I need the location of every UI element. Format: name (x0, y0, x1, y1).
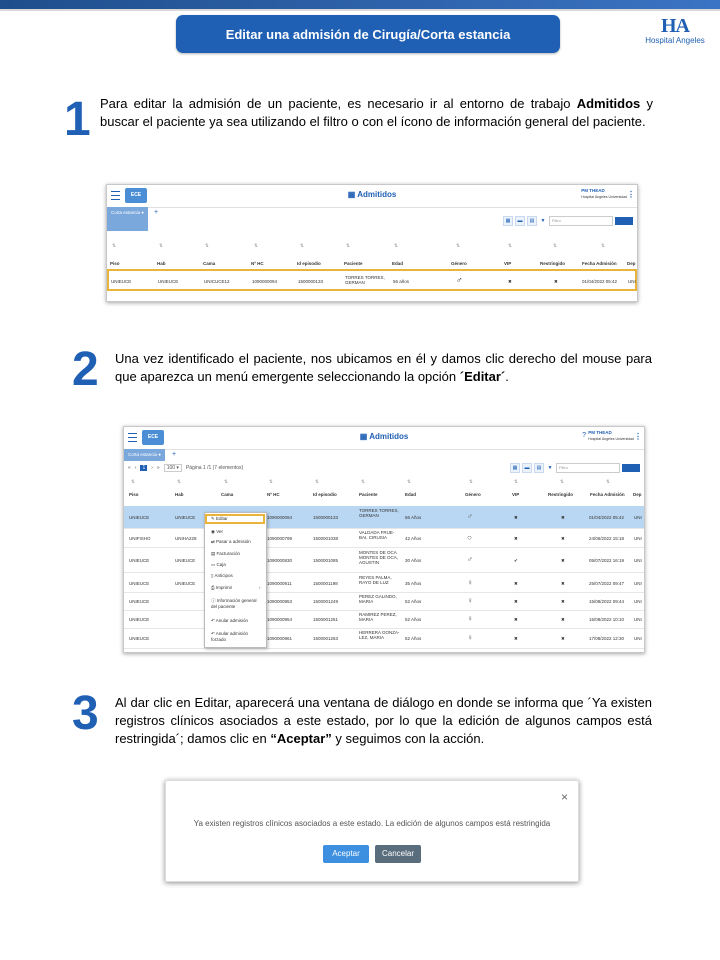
cell-edad: 52 Años (405, 599, 422, 604)
cell-dep: UNI (628, 279, 636, 284)
cell-fecha: 01/04/2022 05:42 (582, 279, 618, 284)
next-page-icon[interactable]: › (151, 465, 153, 471)
step-3-text-bold: “Aceptar” (270, 731, 332, 746)
more-options-icon[interactable]: ⋮ (627, 190, 635, 199)
cell-piso: UNIEUCE (129, 599, 150, 604)
col-episodio[interactable]: Id episodio (297, 261, 321, 266)
cell-paciente: PEREZ GALINDO, MARIA (359, 594, 397, 604)
context-menu-label: Caja (216, 562, 226, 567)
sort-icon[interactable]: ⇅ (407, 479, 411, 484)
cell-piso: UNIEUCE (129, 558, 150, 563)
context-menu-item[interactable] (211, 585, 259, 590)
restriction-dialog (165, 780, 579, 882)
more-options-icon[interactable]: ⋮ (634, 432, 642, 441)
table-row[interactable] (124, 610, 644, 629)
sort-icon[interactable]: ⇅ (112, 243, 116, 248)
cell-episodio: 1500000133 (313, 515, 339, 520)
col-hc[interactable]: Nº HC (267, 492, 280, 497)
cell-edad: 52 Años (405, 617, 422, 622)
context-menu-label: Anular admisión (215, 618, 249, 623)
search-button[interactable] (622, 464, 640, 472)
context-menu-item[interactable] (211, 618, 259, 624)
gender-icon: ♀ (467, 596, 473, 605)
context-menu-label: Información general del paciente (211, 598, 257, 609)
page-size-select[interactable]: 100 ▾ (164, 464, 182, 472)
sort-icon[interactable]: ⇅ (560, 479, 564, 484)
cell-paciente: HERRERA GONZA-LEZ, MARIA (359, 630, 400, 640)
step-3-text (115, 694, 652, 748)
cell-fecha: 01/04/2022 05:42 (589, 515, 625, 520)
context-menu-label: Ver (216, 529, 223, 534)
add-tab-icon[interactable]: + (154, 209, 159, 216)
cancel-button[interactable]: Cancelar (375, 845, 421, 863)
cell-edad: 42 Años (405, 536, 422, 541)
step-1-text-a: Para editar la admisión de un paciente, es necesario ir al entorno de trabajo (100, 96, 577, 111)
cell-edad: 56 años (393, 279, 410, 284)
col-dep[interactable]: Dep (627, 261, 636, 266)
cell-episodio: 1500001249 (313, 599, 339, 604)
app-header (124, 427, 644, 450)
cell-fecha: 17/08/2022 12:30 (589, 636, 625, 641)
toolbar (503, 216, 633, 226)
sort-icon[interactable]: ⇅ (606, 479, 610, 484)
cell-piso: UNIEUCE (129, 581, 150, 586)
cell-hab: UNIEUCE (175, 558, 196, 563)
gender-icon: ♀ (467, 578, 473, 587)
cell-edad: 35 Años (405, 581, 422, 586)
cell-hc: 1090000799 (267, 536, 293, 541)
col-restringido[interactable]: Restringido (548, 492, 574, 497)
screenshot-admitidos-2 (123, 426, 645, 653)
view-icon: ◉ (211, 529, 217, 534)
prev-page-icon[interactable]: ‹ (134, 465, 137, 471)
table-row[interactable] (124, 506, 644, 529)
context-menu-label: Anticipos (214, 573, 233, 578)
cell-fecha: 25/07/2022 09:47 (589, 581, 625, 586)
cell-restringido: ✖ (561, 636, 565, 641)
sort-icon[interactable]: ⇅ (601, 243, 605, 248)
context-menu-label: Editar (216, 516, 228, 521)
user-name: PM THEAD (588, 430, 612, 435)
cell-dep: UNI (634, 515, 642, 520)
tab-corta-estancia[interactable]: Corta estancia ● (124, 449, 165, 461)
close-icon[interactable]: × (560, 790, 568, 804)
cell-hc: 1090000094 (252, 279, 278, 284)
user-hospital: Hospital Ángeles Universidad (588, 437, 634, 441)
document-icon[interactable]: ▤ (534, 463, 544, 473)
context-menu-item[interactable] (211, 551, 259, 557)
context-menu-item[interactable] (211, 562, 259, 568)
step-1-text (100, 95, 653, 131)
cell-hab: UNIEUCE (158, 279, 179, 284)
cell-hab: UNIHA228 (175, 536, 197, 541)
col-fecha[interactable]: Fecha Admisión (582, 261, 617, 266)
tab-label: Corta estancia (128, 452, 158, 457)
cell-vip: ✖ (514, 515, 518, 520)
cell-episodio: 1500001038 (313, 536, 339, 541)
cell-piso: UNIEUCE (111, 279, 132, 284)
gender-icon: ♀ (467, 633, 473, 642)
sort-icon[interactable]: ⇅ (205, 243, 209, 248)
context-menu (204, 512, 267, 648)
cell-cama: UNICUCE12 (204, 279, 230, 284)
cell-paciente: MONTES DE OCA MONTES DE OCA, AGUSTIN (359, 550, 399, 565)
col-genero[interactable]: Género (465, 492, 481, 497)
grid-icon[interactable]: ▦ (503, 216, 513, 226)
step-1-text-b: y buscar el paciente ya sea utilizando el filtro o con el ícono de información general del paciente. (100, 96, 653, 129)
gender-icon: ♂ (456, 275, 463, 285)
cell-edad: 30 Años (405, 558, 422, 563)
undo-icon: ↶ (211, 618, 216, 623)
cell-episodio: 1500000133 (298, 279, 324, 284)
screenshot-admitidos-1 (106, 184, 638, 302)
user-info (588, 430, 634, 442)
app-title-label: Admitidos (369, 432, 409, 441)
cell-piso: UNIEUCE (129, 617, 150, 622)
sort-icon[interactable]: ⇅ (131, 479, 135, 484)
help-icon[interactable]: ? (582, 432, 586, 439)
cell-edad: 56 Años (405, 515, 422, 520)
app-title: ▦ Admitidos (347, 190, 397, 199)
context-menu-item[interactable] (211, 631, 259, 642)
col-fecha[interactable]: Fecha Admisión (590, 492, 625, 497)
sort-icon[interactable]: ⇅ (394, 243, 398, 248)
cell-fecha: 24/06/2022 15:18 (589, 536, 625, 541)
first-page-icon[interactable]: « (128, 465, 131, 471)
col-hab[interactable]: Hab (175, 492, 184, 497)
cell-hc: 1090000954 (267, 617, 293, 622)
step-3-text-a: Al dar clic en Editar, aparecerá una ventana de diálogo en donde se informa que ´Ya existen registros clínicos asociados a este estado, por lo que la edición de algunos campos está restringida´; damos clic en (115, 695, 652, 746)
cell-restringido: ✖ (561, 515, 565, 520)
table-row[interactable] (107, 269, 637, 291)
dialog-message: Ya existen registros clínicos asociados a este estado. La edición de algunos campos está restringida (193, 819, 551, 828)
cell-dep: UNI (634, 636, 642, 641)
context-menu-label: Facturación (216, 551, 241, 556)
sort-icon[interactable]: ⇅ (361, 479, 365, 484)
col-cama[interactable]: Cama (203, 261, 216, 266)
cell-piso: UNIEUCE (129, 515, 150, 520)
sort-icon[interactable]: ⇅ (508, 243, 512, 248)
pager-text: Página 1 /1 (7 elementos) (185, 465, 244, 471)
col-paciente[interactable]: Paciente (359, 492, 378, 497)
cell-restringido: ✖ (561, 581, 565, 586)
cell-vip: ✖ (514, 617, 518, 622)
cell-restringido: ✖ (561, 558, 565, 563)
user-info (581, 188, 627, 200)
gender-icon: ○ (467, 533, 472, 542)
folder-icon[interactable]: ▬ (522, 463, 532, 473)
col-restringido[interactable]: Restringido (540, 261, 566, 266)
gender-icon: ♂ (467, 555, 473, 564)
tab-strip (124, 449, 644, 461)
cell-restringido: ✖ (561, 536, 565, 541)
table-row[interactable] (124, 628, 644, 649)
cell-restringido: ✖ (561, 617, 565, 622)
col-vip[interactable]: VIP (504, 261, 512, 266)
cell-paciente: VALDADA FRUE-BAI, CIRUSIA (359, 530, 395, 540)
cell-dep: UNI (634, 599, 642, 604)
cell-vip: ✖ (514, 636, 518, 641)
app-logo: ECE (142, 430, 164, 445)
col-hc[interactable]: Nº HC (251, 261, 264, 266)
step-1-text-bold: Admitidos (576, 96, 641, 111)
cell-episodio: 1500001085 (313, 558, 339, 563)
context-menu-item[interactable] (211, 598, 259, 609)
search-button[interactable] (615, 217, 633, 225)
cell-vip: ✖ (514, 581, 518, 586)
info-icon: ⓘ (211, 598, 217, 603)
cell-paciente: TORRES TORRES, GERMAN (359, 508, 399, 518)
step-2-text-b: . (505, 369, 509, 384)
cell-dep: UNI (634, 581, 642, 586)
logo-mark: HA (661, 15, 689, 37)
toolbar (510, 463, 640, 473)
col-vip[interactable]: VIP (512, 492, 520, 497)
cell-hc: 1090000094 (267, 515, 293, 520)
app-title-label: Admitidos (357, 190, 397, 199)
sort-icon[interactable]: ⇅ (177, 479, 181, 484)
filter-icon[interactable]: ▼ (547, 465, 553, 471)
app-header (107, 185, 637, 208)
current-page[interactable]: 1 (142, 465, 146, 471)
undo-icon: ↶ (211, 631, 216, 636)
context-menu-label: Imprimir (215, 585, 233, 590)
advance-icon: ▯ (211, 573, 215, 578)
cell-hab: UNIEUCE (175, 515, 196, 520)
document-icon[interactable]: ▤ (527, 216, 537, 226)
cell-piso: UNIFISHO (129, 536, 151, 541)
folder-icon[interactable]: ▬ (515, 216, 525, 226)
step-2-text (115, 350, 652, 386)
app-logo: ECE (125, 188, 147, 203)
col-paciente[interactable]: Paciente (344, 261, 363, 266)
cell-hc: 1090000961 (267, 636, 293, 641)
page-title: Editar una admisión de Cirugía/Corta estancia (176, 15, 560, 53)
cell-hc: 1090000953 (267, 599, 293, 604)
search-input[interactable]: Filtro (549, 216, 613, 226)
cell-piso: UNIEUCE (129, 636, 150, 641)
grid-icon[interactable]: ▦ (510, 463, 520, 473)
accept-button[interactable]: Aceptar (323, 845, 369, 863)
cell-paciente: TORRES TORRES, GERMAN (345, 275, 385, 285)
step-3-text-b: y seguimos con la acción. (331, 731, 485, 746)
add-tab-icon[interactable]: + (172, 451, 177, 458)
logo-text: Hospital Angeles (645, 36, 705, 45)
cell-hc: 1090000830 (267, 558, 293, 563)
table-row[interactable] (124, 548, 644, 573)
print-icon: ⎙ (211, 585, 216, 590)
sort-icon[interactable]: ⇅ (315, 479, 319, 484)
top-divider (0, 9, 720, 11)
top-color-bar (0, 0, 720, 9)
cell-edad: 52 Años (405, 636, 422, 641)
cell-fecha: 05/07/2022 16:19 (589, 558, 625, 563)
cell-dep: UNI (634, 536, 642, 541)
cash-icon: ▭ (211, 562, 217, 567)
step-2-text-a: Una vez identificado el paciente, nos ubicamos en él y damos clic derecho del mouse para que aparezca un menú emergente seleccionando la opción (115, 351, 652, 384)
submenu-arrow-icon: › (259, 585, 261, 590)
cell-fecha: 15/08/2022 10:10 (589, 617, 625, 622)
cell-dep: UNI (634, 617, 642, 622)
sort-icon[interactable]: ⇅ (469, 479, 473, 484)
cell-vip: ✖ (514, 536, 518, 541)
step-2-text-bold: ´Editar´ (459, 369, 506, 384)
cell-restringido: ✖ (561, 599, 565, 604)
sort-icon[interactable]: ⇅ (159, 243, 163, 248)
sort-icon[interactable]: ⇅ (300, 243, 304, 248)
tab-corta-estancia[interactable]: Corta estancia ● (107, 207, 148, 231)
pager (128, 464, 243, 472)
sort-icon[interactable]: ⇅ (514, 479, 518, 484)
context-menu-item[interactable] (211, 529, 259, 535)
gender-icon: ♀ (467, 614, 473, 623)
table-row[interactable] (124, 528, 644, 548)
user-hospital: Hospital Ángeles Universidad (581, 195, 627, 199)
cell-vip: ✖ (514, 599, 518, 604)
cell-vip: ✔ (514, 558, 518, 563)
sort-icon[interactable]: ⇅ (269, 479, 273, 484)
table-row[interactable] (124, 592, 644, 611)
col-cama[interactable]: Cama (221, 492, 234, 497)
sort-icon[interactable]: ⇅ (254, 243, 258, 248)
tab-label: Corta estancia (111, 210, 141, 215)
cell-paciente: REYES PALMA, RAYO DE LUZ (359, 575, 392, 585)
col-episodio[interactable]: Id episodio (313, 492, 337, 497)
sort-icon[interactable]: ⇅ (553, 243, 557, 248)
sort-icon[interactable]: ⇅ (224, 479, 228, 484)
user-name: PM THEAD (581, 188, 605, 193)
hospital-logo (640, 15, 710, 55)
col-piso[interactable]: Piso (110, 261, 120, 266)
col-dep[interactable]: Dep (633, 492, 642, 497)
context-menu-label: Pasar a admisión (216, 539, 251, 544)
cell-episodio: 1500001251 (313, 617, 339, 622)
context-menu-item[interactable] (211, 573, 259, 579)
context-menu-label: Anular admisión forzado (211, 631, 249, 642)
step-2-number: 2 (72, 343, 99, 396)
app-title: ▦ Admitidos (359, 432, 409, 441)
sort-icon[interactable]: ⇅ (456, 243, 460, 248)
context-menu-item[interactable] (205, 514, 265, 524)
cell-fecha: 15/08/2022 09:44 (589, 599, 625, 604)
cell-dep: UNI (634, 558, 642, 563)
transfer-icon: ⇄ (211, 539, 217, 544)
col-piso[interactable]: Piso (129, 492, 139, 497)
col-edad[interactable]: Edad (405, 492, 417, 497)
sort-icon[interactable]: ⇅ (346, 243, 350, 248)
search-input[interactable]: Filtro (556, 463, 620, 473)
col-genero[interactable]: Género (451, 261, 467, 266)
gender-icon: ♂ (467, 512, 473, 521)
table-row[interactable] (124, 573, 644, 593)
vip-icon: ✖ (508, 279, 512, 284)
col-edad[interactable]: Edad (392, 261, 404, 266)
last-page-icon[interactable]: » (156, 465, 160, 471)
step-1-number: 1 (64, 93, 91, 146)
page-size-value: 100 (166, 465, 176, 471)
restricted-icon: ✖ (554, 279, 558, 284)
billing-icon: ▤ (211, 551, 217, 556)
step-3-number: 3 (72, 687, 99, 740)
col-hab[interactable]: Hab (157, 261, 166, 266)
cell-paciente: RAMIREZ PEREZ, MARIA (359, 612, 397, 622)
context-menu-item[interactable] (211, 539, 259, 545)
cell-episodio: 1500001263 (313, 636, 339, 641)
filter-icon[interactable]: ▼ (540, 218, 546, 224)
edit-icon: ✎ (211, 516, 217, 521)
cell-hc: 1090000911 (267, 581, 292, 586)
cell-episodio: 1500001198 (313, 581, 338, 586)
cell-hab: UNIEUCE (175, 581, 196, 586)
